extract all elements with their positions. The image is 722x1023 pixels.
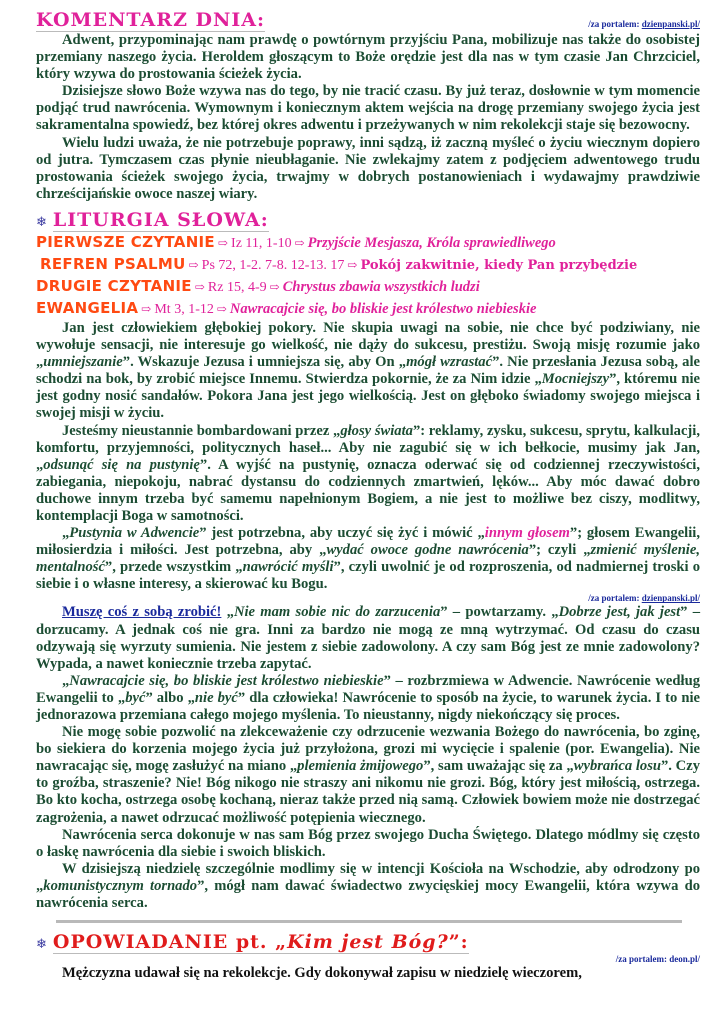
paragraph — [36, 83, 700, 134]
readings-list — [36, 232, 700, 320]
text: ”: reklamy, zysku, sukcesu, sprytu, kalkulacji, komfortu, przyjemności, politycznych haseł... Aby nie zagubić się w ich bełkocie, musimy jak Jan, „ — [36, 422, 700, 473]
arrow-icon: ⇨ — [194, 279, 205, 294]
paragraph — [36, 604, 700, 672]
emphasis: nawrócić myśli — [242, 559, 334, 576]
reading-row — [36, 232, 700, 254]
komentarz-title: KOMENTARZ DNIA: /za portalem: dzienpanski.pl/ — [36, 9, 700, 31]
source-link[interactable]: dzienpanski.pl/ — [641, 593, 700, 604]
emphasis: głosy świata — [340, 422, 413, 439]
komentarz-body — [36, 32, 700, 203]
emphasis: nie być — [194, 689, 238, 706]
text: ” – rozbrzmiewa w Adwencie. Nawrócenie według Ewangelii to „ — [36, 672, 700, 706]
arrow-icon: ⇨ — [294, 235, 305, 250]
text: Nawrócenia serca dokonuje w nas sam Bóg przez swojego Ducha Świętego. Dlatego módlmy się często o łaskę nawrócenia dla siebie i swoich bliskich. — [36, 826, 700, 860]
source-note: /za portalem: dzienpanski.pl/ — [588, 593, 700, 604]
arrow-icon: ⇨ — [217, 235, 229, 250]
emphasis: Pustynia w Adwencie — [69, 525, 200, 542]
text: Dzisiejsze słowo Boże wzywa nas do tego, by nie tracić czasu. By już teraz, dosłownie w tym momencie podjąć trud nawrócenia. Wymownym i koniecznym aktem wejścia na drogę przemiany swojego życia jest sakramentalna spowiedź, bez której okres adwentu i przeżywanych w nim rekolekcji staje się bezowocny. — [36, 83, 700, 134]
bullet-icon: ❄ — [36, 936, 47, 952]
reading-row — [36, 276, 700, 298]
emphasis: być — [125, 689, 146, 706]
reading-title: Nawracajcie się, bo bliskie jest królestwo niebieskie — [229, 300, 537, 317]
emphasis: plemienia żmijowego — [297, 758, 424, 775]
reading-reference: Mt 3, 1-12 — [154, 301, 214, 317]
emphasis: wydać owoce godne nawrócenia — [326, 542, 529, 559]
rozwazanie-body — [36, 604, 700, 912]
text: „ — [62, 672, 70, 689]
reading-reference: Iz 11, 1-10 — [231, 235, 292, 251]
reading-reference: Ps 72, 1-2. 7-8. 12-13. 17 — [201, 257, 345, 273]
paragraph — [36, 827, 700, 861]
arrow-icon: ⇨ — [269, 279, 280, 294]
emphasis: Nawracajcie się, bo bliskie jest królestwo niebieskie — [69, 672, 384, 689]
text: ” albo „ — [145, 689, 195, 706]
reading-label: PIERWSZE CZYTANIE — [36, 232, 215, 251]
reading-title: Chrystus zbawia wszystkich ludzi — [282, 278, 480, 295]
arrow-icon: ⇨ — [188, 257, 199, 272]
bullet-icon: ❄ — [36, 213, 47, 229]
emphasis: zmienić myślenie, mentalność — [36, 542, 700, 576]
text: ”, przede wszystkim „ — [104, 559, 243, 576]
text: ”, mógł nam dawać świadectwo zwycięskiej mocy Ewangelii, która wzywa do nawrócenia serca. — [36, 877, 700, 912]
text: ”, któremu nie jest godny nosić sandałów. Pokora Jana jest jego wielkością. Jest on głęboko świadomy swojego miejsca i swojej misji w życiu. — [36, 371, 700, 422]
liturgia-title: ❄ LITURGIA SŁOWA: — [36, 208, 269, 231]
text: Wielu ludzi uważa, że nie potrzebuje poprawy, inni sądzą, iż zaczną myśleć o życiu wiecznym dopiero od jutra. Tymczasem czas płynie nieubłaganie. Nie zwlekajmy zatem z podjęciem adwentowego trudu prostowania ścieżek swojego życia, trwajmy w dobrych postanowieniach i wydawajmy prawdziwie chrześcijańskie owoce naszej wiary. — [36, 134, 700, 202]
paragraph — [36, 423, 700, 526]
text: ” – powtarzamy. „ — [440, 604, 559, 621]
reading-label: EWANGELIA — [36, 298, 139, 317]
emphasis: Mocniejszy — [541, 371, 610, 388]
paragraph — [36, 525, 700, 593]
emphasis: umniejszanie — [43, 354, 123, 371]
emphasis: Dobrze jest, jak jest — [558, 604, 681, 621]
text: ”. A wyjść na pustynię, oznacza oderwać się od codziennej rzeczywistości, zabiegania, niepokoju, nabrać dystansu do codziennych zmartwień, lęków... Aby móc dawać dobro duchowe innym trzeba być samemu napełnionym Bogiem, a nie jest to możliwe bez ciszy, modlitwy, kontemplacji Boga w samotności. — [36, 456, 700, 524]
reading-label: DRUGIE CZYTANIE — [36, 276, 192, 295]
text: Jesteśmy nieustannie bombardowani przez „ — [62, 422, 341, 439]
emphasis: innym głosem — [484, 525, 570, 542]
text: ”, czyli uwolnić je od rozproszenia, od nadmiernej troski o siebie i o własne interesy, a skierować ku Bogu. — [36, 559, 700, 593]
text: W dzisiejszą niedzielę szczególnie modlimy się w intencji Kościoła na Wschodzie, aby odrodzony po „ — [36, 860, 700, 894]
reading-row — [36, 254, 700, 276]
text: „ — [221, 604, 234, 621]
reading-title: Pokój zakwitnie, kiedy Pan przybędzie — [360, 257, 638, 273]
text: ” – dorzucamy. A jednak coś nie gra. Inni za bardzo nie mogą ze mną wytrzymać. Od czasu do czasu odzywają się wyrzuty sumienia. Nie jestem z siebie zadowolony. A czy sam Bóg jest ze mnie zadowolony? Wypada, a nawet koniecznie trzeba zapytać. — [36, 604, 701, 672]
text: ”; głosem Ewangelii, miłosierdzia i miłości. Jest potrzebna, aby „ — [36, 525, 700, 559]
text: ”. Wskazuje Jezusa i umniejsza się, aby On „ — [122, 354, 407, 371]
source-link[interactable]: dzienpanski.pl/ — [641, 19, 700, 29]
text: ”, sam uważając się za „ — [423, 758, 574, 775]
text: „ — [62, 525, 70, 542]
arrow-icon: ⇨ — [216, 301, 227, 316]
opowiadanie-title: ❄ OPOWIADANIE pt. „Kim jest Bóg?”: — [36, 931, 469, 954]
text: ”. Nie przesłania Jezusa sobą, ale schodzi na bok, by zrobić miejsce Innemu. Stwierdza pokornie, że za Nim idzie „ — [36, 354, 700, 388]
story-first-line: Mężczyzna udawał się na rekolekcje. Gdy dokonywał zapisu w niedzielę wieczorem, — [62, 965, 582, 982]
ewangelia-commentary — [36, 320, 700, 594]
source-note: /za portalem: dzienpanski.pl/ — [588, 19, 700, 29]
text: Adwent, przypominając nam prawdę o powtórnym przyjściu Pana, mobilizuje nas także do osobistej przemiany naszego życia. Heroldem głoszącym to Boże orędzie jest dla nas w tym czasie Jan Chrzciciel, który wzywa do prostowania ścieżek życia. — [36, 32, 700, 83]
paragraph — [36, 724, 700, 827]
text: ” jest potrzebna, aby uczyć się żyć i mówić „ — [199, 525, 485, 542]
text: Jan jest człowiekiem głębokiej pokory. Nie skupia uwagi na sobie, nie chce być podziwiany, nie wywołuje sensacji, nie interesuje go wielkość, nie dąży do sukcesu, prestiżu. Swoją misję rozumie jako „ — [36, 319, 700, 371]
reading-row — [36, 298, 700, 320]
arrow-icon: ⇨ — [141, 301, 152, 316]
paragraph — [36, 861, 700, 912]
paragraph — [36, 135, 700, 203]
text: ”; czyli „ — [528, 542, 591, 559]
arrow-icon: ⇨ — [347, 257, 358, 272]
emphasis: mógł wzrastać — [406, 354, 493, 371]
paragraph — [36, 673, 700, 724]
text: Nie mogę sobie pozwolić na zlekceważenie czy odrzucenie wezwania Bożego do nawrócenia, bo zginę, bo siekiera do korzenia mojego życia już przyłożona, grozi mi wycięcie i spalenie (por. Ewangelia). Nie nawracając się, mogę zasłużyć na miano „ — [36, 724, 700, 775]
emphasis: komunistycznym tornado — [43, 877, 198, 894]
reading-label: REFREN PSALMU — [40, 254, 186, 273]
text: ” dla człowieka! Nawrócenie to sposób na życie, to warunek życia. I to nie jednorazowa przemiana całego mojego myślenia. To nieustanny, nigdy niekończący się proces. — [36, 689, 700, 723]
paragraph — [36, 320, 700, 423]
emphasis: odsunąć się na pustynię — [43, 456, 200, 473]
divider — [56, 920, 682, 923]
reading-title: Przyjście Mesjasza, Króla sprawiedliwego — [307, 234, 556, 251]
reading-reference: Rz 15, 4-9 — [207, 279, 267, 295]
emphasis: Nie mam sobie nic do zarzucenia — [233, 604, 441, 621]
emphasis: wybrańca losu — [573, 758, 661, 775]
lead-in-heading: Muszę coś z sobą zrobić! — [62, 604, 222, 621]
paragraph — [36, 32, 700, 83]
source-note: /za portalem: deon.pl/ — [615, 954, 700, 965]
text: ”. Czy to groźba, straszenie? Nie! Bóg nikogo nie straszy ani nikomu nie grozi. Bóg, który jest miłością, ostrzega. Bo kto kocha, ostrzega osobę kochaną, nieraz także przed nią samą. Człowiek bowiem może nie dostrzegać zagrożenia, a nawet odrzucać możliwość potępienia wiecznego. — [36, 758, 700, 826]
